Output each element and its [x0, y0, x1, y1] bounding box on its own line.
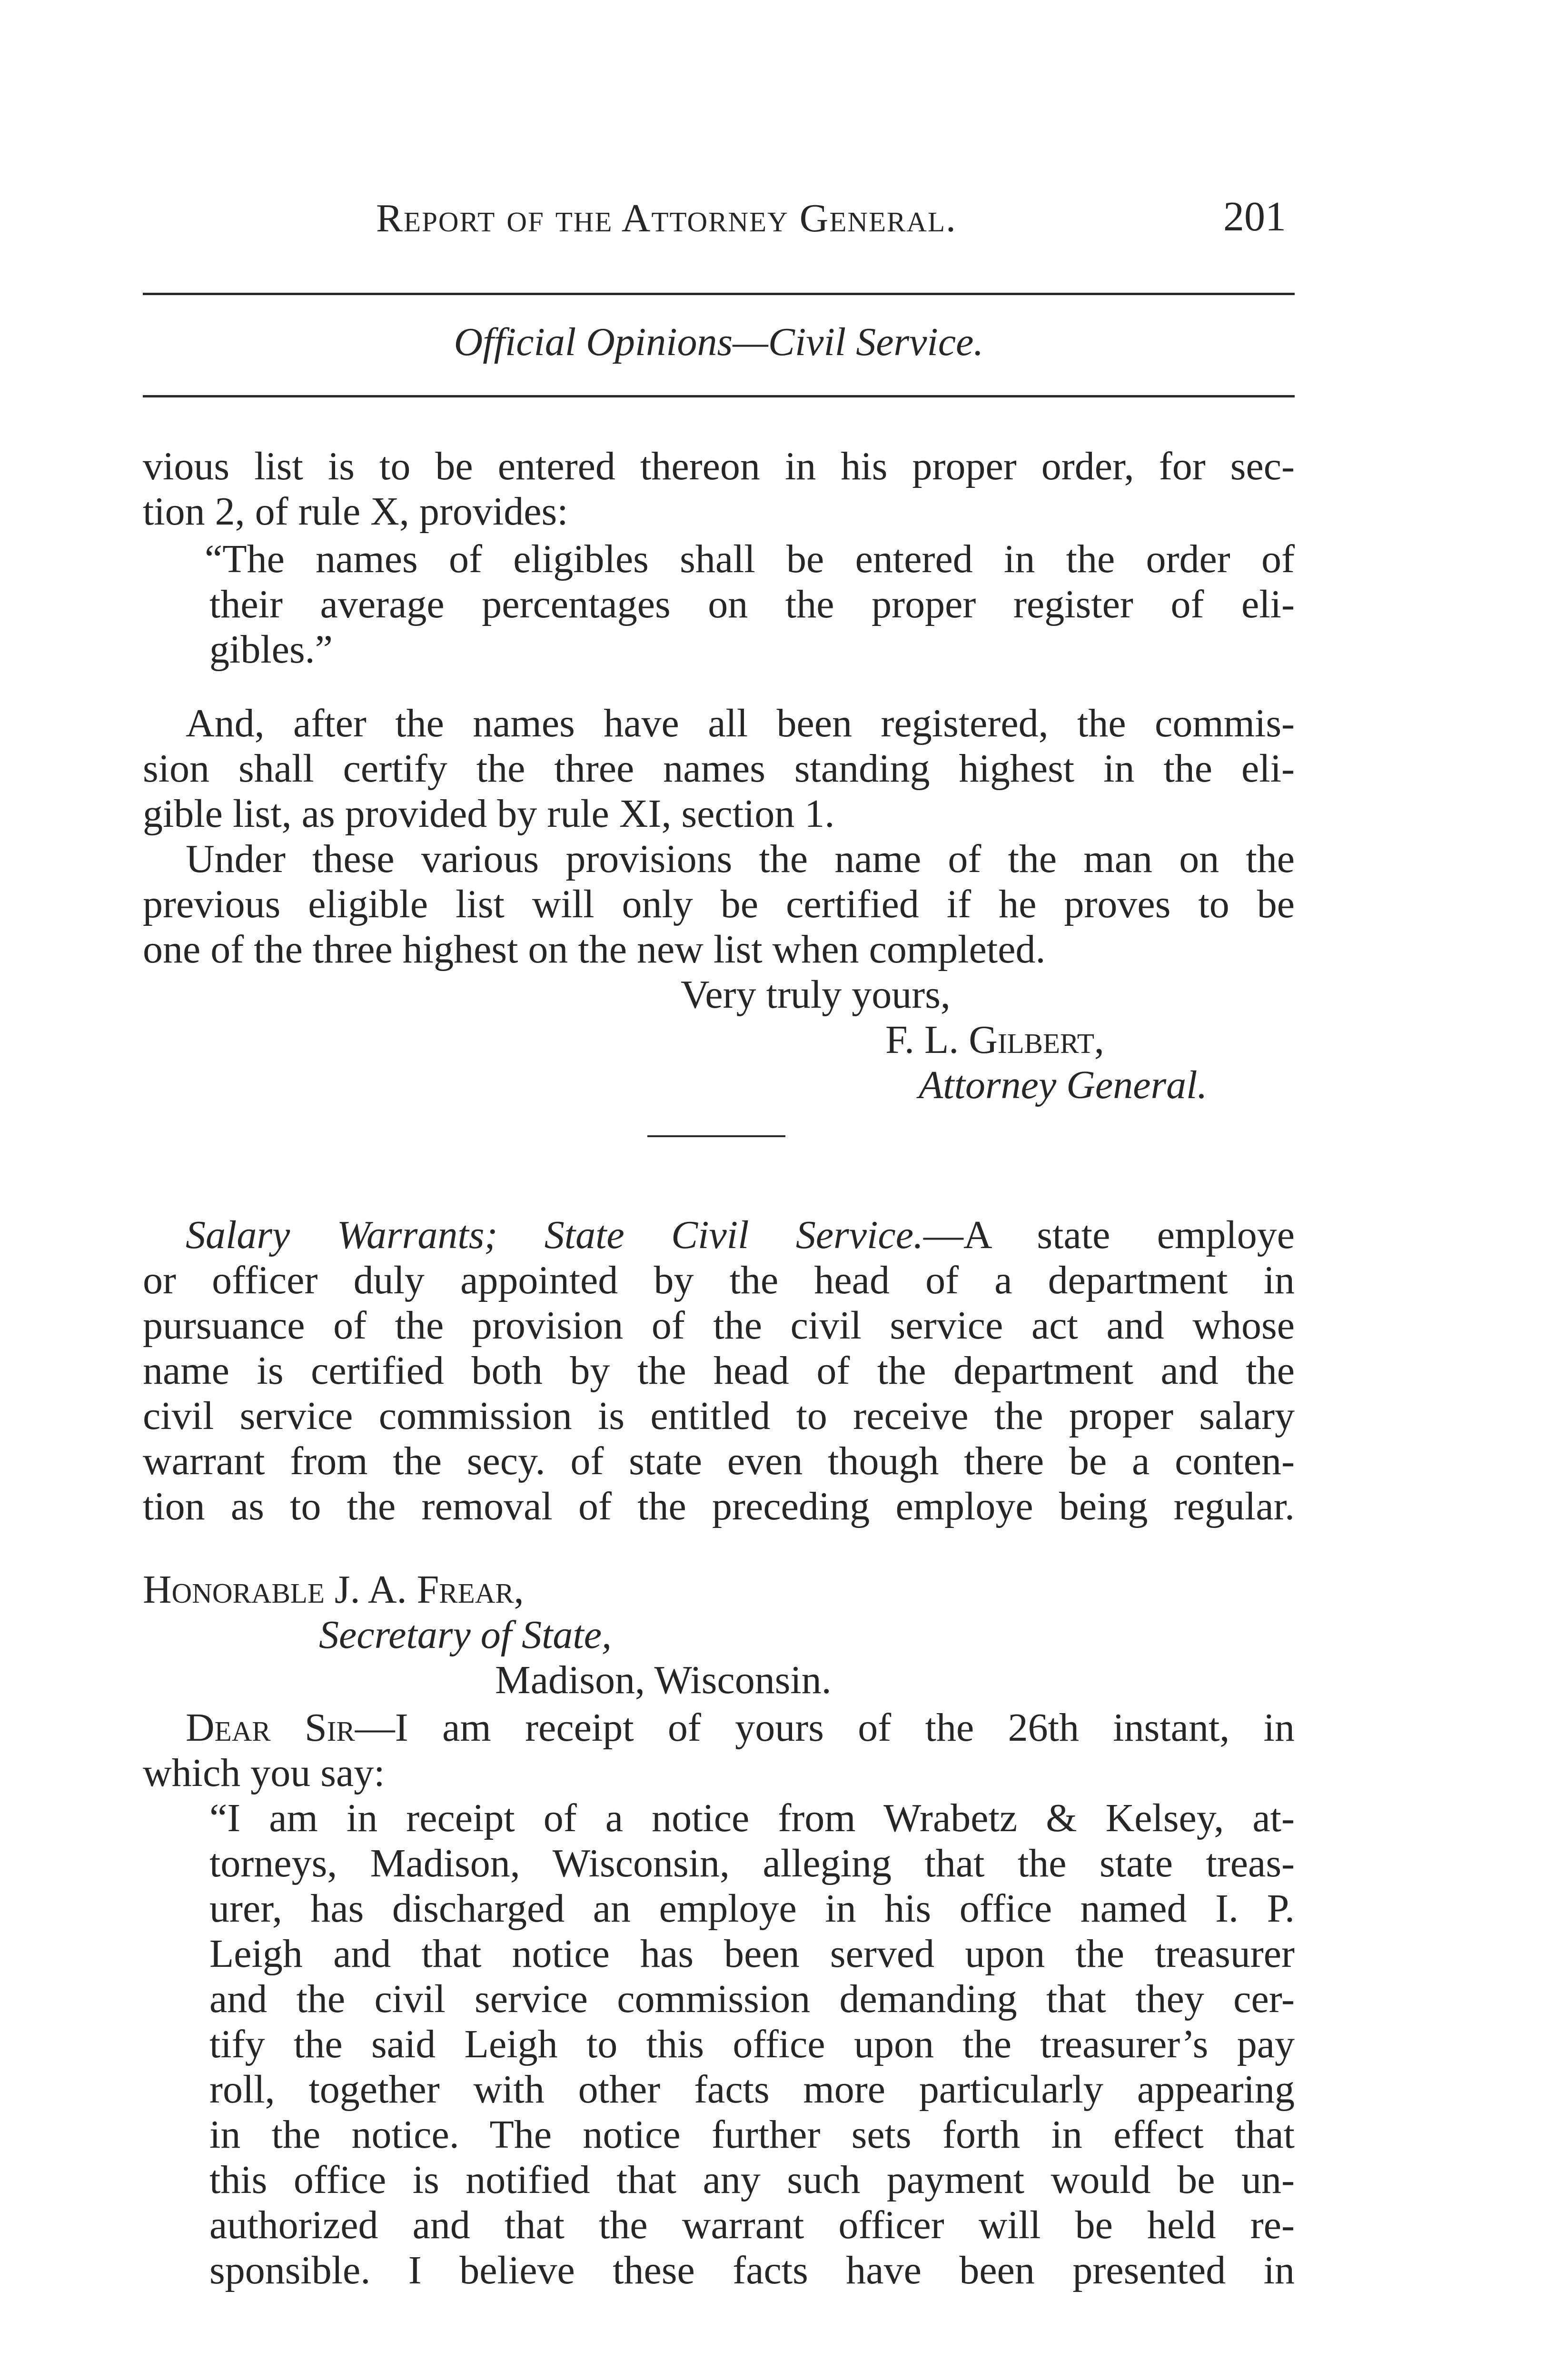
quote-line: roll, together with other facts more particularly appearing: [209, 2067, 1295, 2112]
quote-line: gibles.”: [209, 627, 333, 672]
text-line: tion 2, of rule X, provides:: [143, 489, 568, 534]
quote-line: authorized and that the warrant officer will be held re-: [209, 2203, 1295, 2247]
letter-line: which you say:: [143, 1751, 385, 1795]
headnote-title: Salary Warrants; State Civil Service.: [186, 1213, 923, 1257]
text-line: sion shall certify the three names standing highest in the eli-: [143, 746, 1295, 791]
headnote-line: [186, 1211, 1295, 1259]
text-line: vious list is to be entered thereon in his proper order, for sec-: [143, 444, 1295, 488]
quote-line: torneys, Madison, Wisconsin, alleging that the state treas-: [209, 1841, 1295, 1885]
signature-title: Attorney General.: [919, 1063, 1208, 1107]
quote-line: this office is notified that any such payment would be un-: [209, 2158, 1295, 2202]
text-line: And, after the names have all been registered, the commis-: [186, 701, 1295, 745]
text-line: one of the three highest on the new list when completed.: [143, 927, 1046, 972]
headnote-line: tion as to the removal of the preceding employe being regular.: [143, 1484, 1295, 1528]
section-title: Official Opinions—Civil Service.: [454, 320, 984, 364]
headnote-line: warrant from the secy. of state even though there be a conten-: [143, 1439, 1295, 1483]
headnote-line1-rest: —A state employe: [923, 1213, 1295, 1257]
quote-line: their average percentages on the proper register of eli-: [209, 582, 1295, 626]
quote-line: in the notice. The notice further sets forth in effect that: [209, 2112, 1295, 2157]
headnote-line: name is certified both by the head of the department and the: [143, 1349, 1295, 1393]
quote-line: “I am in receipt of a notice from Wrabetz & Kelsey, at-: [209, 1796, 1295, 1840]
text-line: Under these various provisions the name of the man on the: [186, 837, 1295, 881]
salutation: Dear Sir: [186, 1706, 355, 1750]
letter-line1-rest: —I am receipt of yours of the 26th instant, in: [355, 1706, 1295, 1750]
quote-line: urer, has discharged an employe in his office named I. P.: [209, 1886, 1295, 1931]
quote-line: sponsible. I believe these facts have been presented in: [209, 2248, 1295, 2292]
headnote-line: civil service commission is entitled to receive the proper salary: [143, 1394, 1295, 1438]
header-rule-top: [143, 293, 1295, 295]
letter-line: [186, 1704, 1295, 1752]
text-line: previous eligible list will only be certified if he proves to be: [143, 882, 1295, 926]
header-rule-bottom: [143, 395, 1295, 397]
quote-line: and the civil service commission demanding that they cer-: [209, 1977, 1295, 2021]
page-number: 201: [1223, 194, 1286, 240]
address: Madison, Wisconsin.: [495, 1658, 832, 1702]
section-divider: [647, 1135, 785, 1137]
headnote-line: or officer duly appointed by the head of a department in: [143, 1258, 1295, 1302]
text-line: gible list, as provided by rule XI, section 1.: [143, 792, 835, 836]
quote-line: tify the said Leigh to this office upon the treasurer’s pay: [209, 2022, 1295, 2066]
headnote-line: pursuance of the provision of the civil service act and whose: [143, 1303, 1295, 1348]
quote-line: Leigh and that notice has been served upon the treasurer: [209, 1932, 1295, 1976]
signature-name: F. L. Gilbert,: [885, 1018, 1104, 1062]
quote-line: “The names of eligibles shall be entered in the order of: [205, 537, 1295, 581]
addressee: Honorable J. A. Frear,: [143, 1567, 524, 1612]
running-title: Report of the Attorney General.: [376, 196, 957, 240]
closing: Very truly yours,: [681, 972, 951, 1017]
addressee-title: Secretary of State,: [319, 1613, 612, 1657]
